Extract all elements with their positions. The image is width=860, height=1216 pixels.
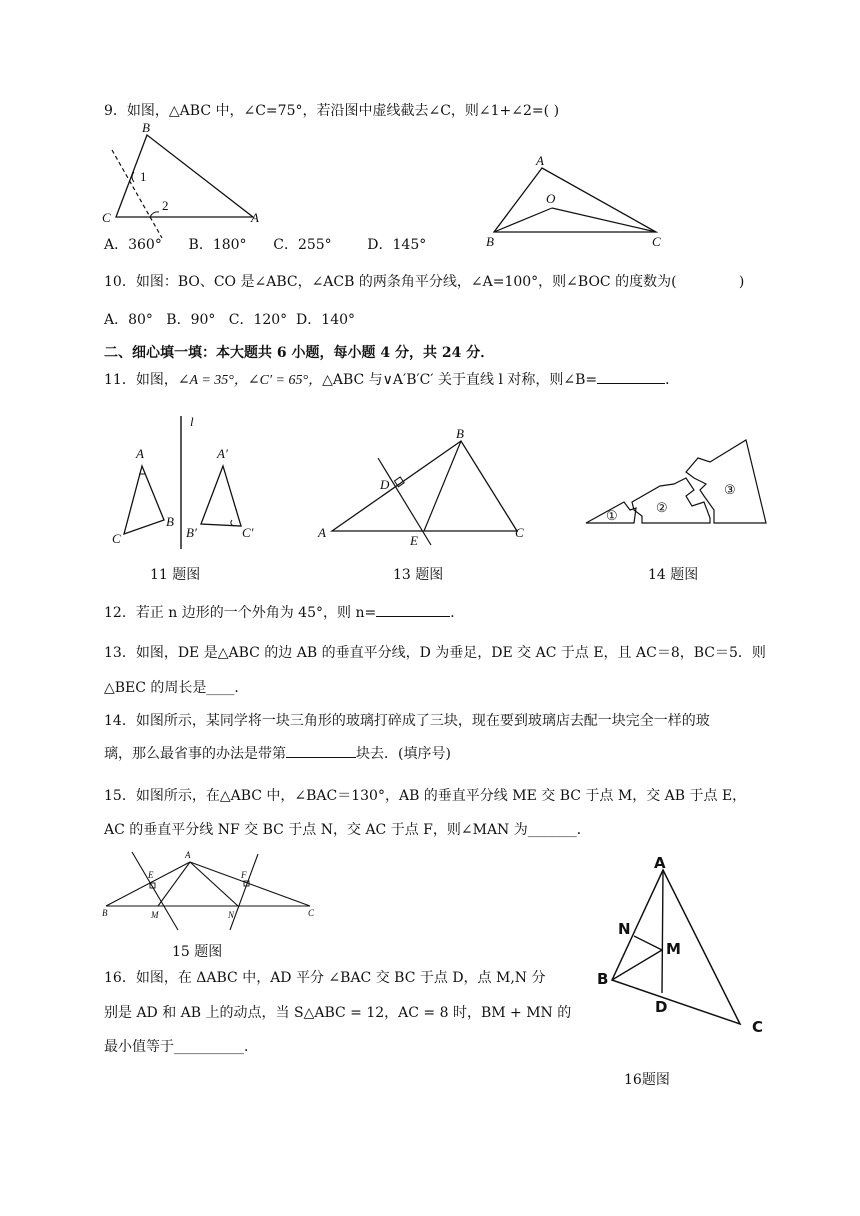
q15-line1: 15．如图所示，在△ABC 中，∠BAC＝130°，AB 的垂直平分线 ME 交 BC 于点 M，交 AB 于点 E， <box>104 788 747 804</box>
q12-body: 12．若正 n 边形的一个外角为 45°，则 n= <box>104 605 377 621</box>
q11-figure <box>108 412 268 557</box>
q13-label-d: D <box>380 477 390 492</box>
q15-label-b: B <box>102 908 108 918</box>
q10-label-a: A <box>536 153 544 168</box>
q16-line1: 16．如图，在 ΔABC 中，AD 平分 ∠BAC 交 BC 于点 D，点 M,N 分 <box>104 970 546 986</box>
q16-label-b: B <box>597 970 609 988</box>
q11-answer-blank <box>597 369 665 384</box>
q16-line3: 最小值等于__________． <box>104 1039 258 1055</box>
q16-line2: 别是 AD 和 AB 上的动点，当 S△ABC = 12，AC = 8 时，BM + MN 的 <box>104 1005 572 1021</box>
q11-label-b: B <box>166 514 174 529</box>
q13-label-e: E <box>410 533 418 548</box>
q13-label-a: A <box>318 525 326 540</box>
q15-label-m: M <box>151 910 159 920</box>
q16-label-a: A <box>654 854 666 872</box>
q11-expr: ∠A = 35°，∠C′ = 65°， <box>177 373 323 388</box>
q11-end: ． <box>665 372 680 388</box>
q12-answer-blank <box>376 602 450 617</box>
q14-figure <box>582 432 772 532</box>
q14-label-2: ② <box>656 500 668 515</box>
fig11-caption: 11 题图 <box>150 567 201 583</box>
q11-label-a: A <box>136 446 144 461</box>
q11-text <box>104 369 679 391</box>
q14-line2-suffix: 块去．(填序号) <box>356 746 451 762</box>
q11-label-b2: B′ <box>186 525 197 540</box>
fig13-caption: 13 题图 <box>393 567 444 583</box>
q9-label-2: 2 <box>162 198 169 213</box>
q10-label-c: C <box>652 234 661 249</box>
q10-label-b: B <box>486 234 494 249</box>
q13-figure <box>312 425 537 548</box>
q9-label-b: B <box>142 120 150 135</box>
q11-label-a2: A′ <box>217 446 228 461</box>
q16-label-m: M <box>666 940 681 958</box>
q11-prefix: 11．如图， <box>104 372 178 388</box>
q10-label-o: O <box>546 191 556 206</box>
q15-label-e: E <box>148 870 154 880</box>
q16-label-c: C <box>752 1018 764 1036</box>
q14-label-1: ① <box>606 508 618 523</box>
q11-mid: △ABC 与∨A′B′C′ 关于直线 l 对称，则∠B= <box>322 372 598 388</box>
q16-caption: 16题图 <box>624 1072 670 1088</box>
q12-end: ． <box>450 605 465 621</box>
q11-label-c2: C′ <box>242 525 254 540</box>
q16-figure <box>588 852 778 1042</box>
q13-label-c: C <box>515 525 524 540</box>
q14-line2 <box>104 743 451 764</box>
q15-caption: 15 题图 <box>172 944 223 960</box>
q13-label-b: B <box>456 426 464 441</box>
q11-label-l: l <box>190 414 194 429</box>
q9-options: A．360° B．180° C．255° D．145° <box>104 237 427 253</box>
q15-line2: AC 的垂直平分线 NF 交 BC 于点 N，交 AC 于点 F，则∠MAN 为_______． <box>104 822 591 838</box>
q16-label-n: N <box>618 920 631 938</box>
q10-figure <box>480 150 680 250</box>
q13-line2: △BEC 的周长是____． <box>104 680 249 696</box>
q15-figure <box>98 848 328 933</box>
q14-line2-prefix: 璃，那么最省事的办法是带第 <box>104 746 286 762</box>
q15-label-c: C <box>308 908 315 918</box>
q15-label-n: N <box>228 910 235 920</box>
q10-options: A．80° B．90° C．120° D．140° <box>104 312 356 328</box>
q9-label-a: A <box>251 210 259 225</box>
q9-label-1: 1 <box>140 169 147 184</box>
q9-text: 9．如图，△ABC 中，∠C=75°，若沿图中虚线截去∠C，则∠1+∠2=( ) <box>104 103 560 119</box>
q10-text: 10．如图：BO、CO 是∠ABC，∠ACB 的两条角平分线，∠A=100°，则∠BOC 的度数为( ) <box>104 274 745 290</box>
fig14-caption: 14 题图 <box>648 567 699 583</box>
q11-label-c: C <box>112 531 121 546</box>
q9-label-c: C <box>102 210 111 225</box>
q16-label-d: D <box>655 998 668 1016</box>
q14-line1: 14．如图所示，某同学将一块三角形的玻璃打碎成了三块，现在要到玻璃店去配一块完全一样的玻 <box>104 713 710 729</box>
q14-answer-blank <box>286 743 356 758</box>
q9-figure-left <box>100 118 270 243</box>
q13-line1: 13．如图，DE 是△ABC 的边 AB 的垂直平分线，D 为垂足，DE 交 AC 于点 E，且 AC＝8，BC＝5．则 <box>104 645 766 661</box>
section2-heading: 二、细心填一填：本大题共 6 小题，每小题 4 分，共 24 分． <box>104 345 495 361</box>
q12-text <box>104 602 464 623</box>
q15-label-f: F <box>241 870 247 880</box>
q14-label-3: ③ <box>724 482 736 497</box>
q15-label-a: A <box>185 850 191 860</box>
